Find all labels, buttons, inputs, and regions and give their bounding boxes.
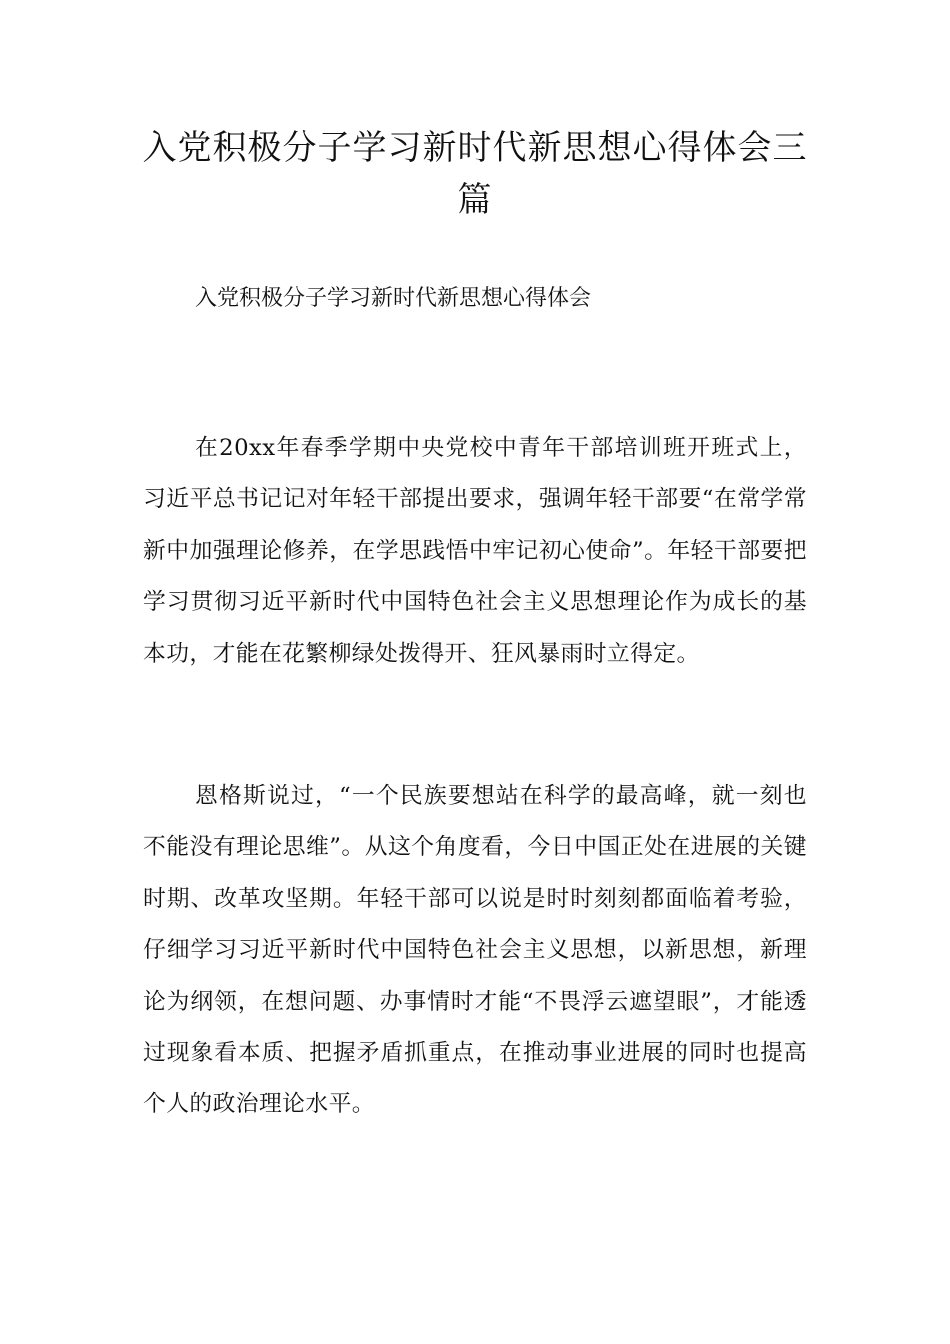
paragraph-2: 恩格斯说过，“一个民族要想站在科学的最高峰，就一刻也不能没有理论思维”。从这个角度看，今日中国正处在进展的关键时期、改革攻坚期。年轻干部可以说是时时刻刻都面临着考验，仔细学习习近平新时代中国特色社会主义思想，以新思想，新理论为纲领，在想问题、办事情时才能“不畏浮云遮望眼”，才能透过现象看本质、把握矛盾抓重点，在推动事业进展的同时也提高个人的政治理论水平。 <box>143 783 807 1118</box>
document-subtitle: 入党积极分子学习新时代新思想心得体会 <box>195 286 592 311</box>
document-title: 入党积极分子学习新时代新思想心得体会三篇 <box>142 128 808 220</box>
paragraph-1: 在20xx年春季学期中央党校中青年干部培训班开班式上，习近平总书记记对年轻干部提出要求，强调年轻干部要“在常学常新中加强理论修养，在学思践悟中牢记初心使命”。年轻干部要把学习贯彻习近平新时代中国特色社会主义思想理论作为成长的基本功，才能在花繁柳绿处拨得开、狂风暴雨时立得定。 <box>143 435 807 667</box>
